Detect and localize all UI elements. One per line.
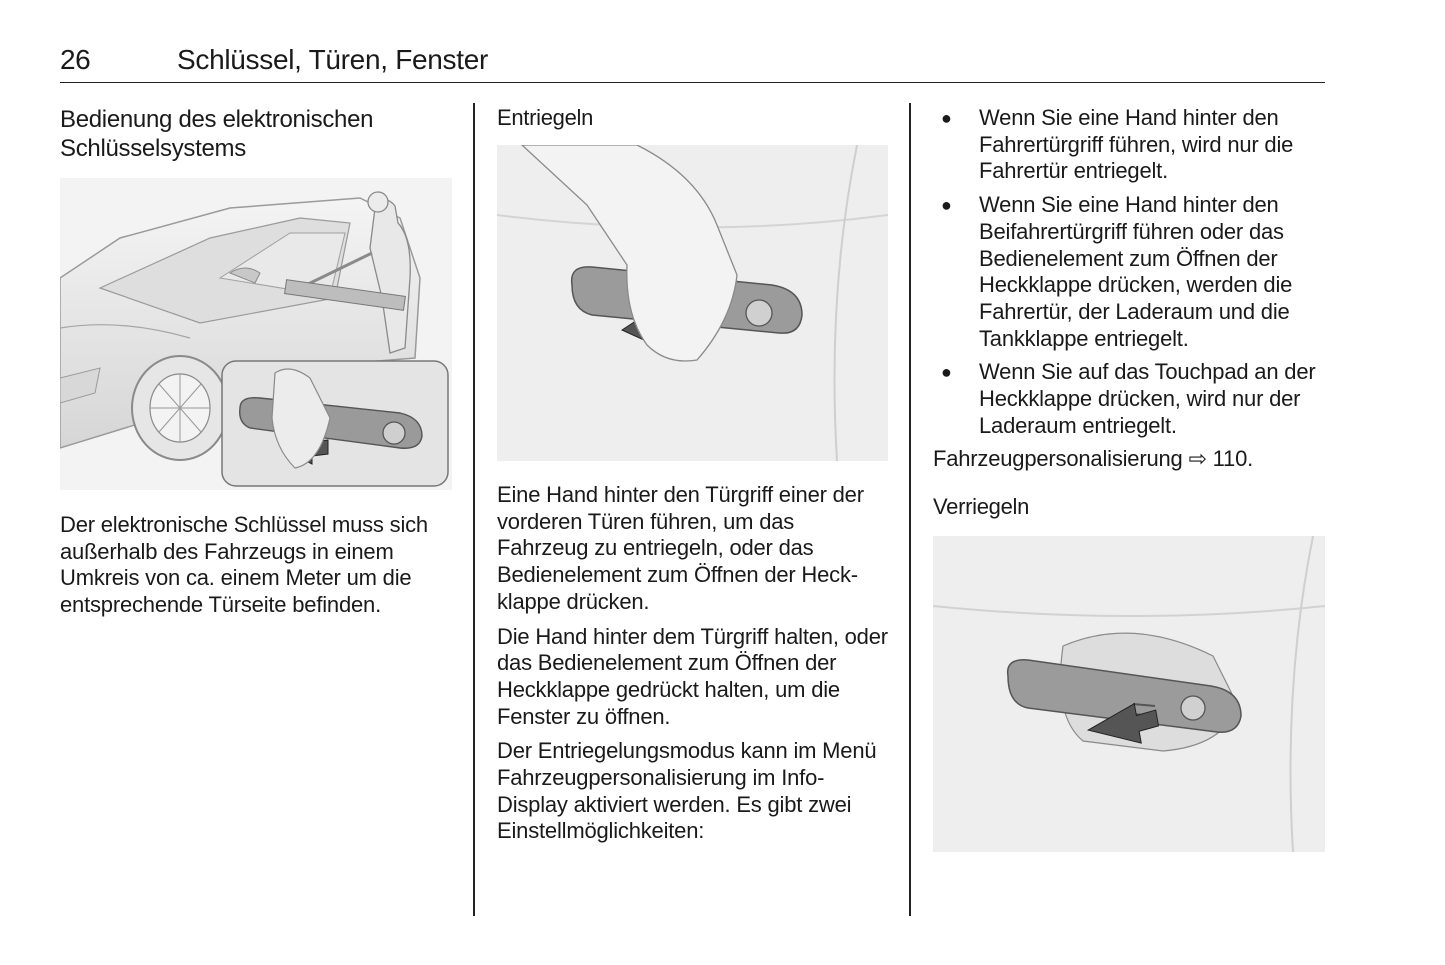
- column-1-body: [60, 512, 455, 619]
- list-item-text: Wenn Sie auf das Touchpad an der Heckklappe drücken, wird nur der Laderaum entriegelt.: [979, 359, 1316, 438]
- reference-arrow-icon: ⇨: [1188, 446, 1207, 472]
- list-item: [933, 192, 1325, 352]
- paragraph: Die Hand hinter dem Türgriff halten, oder das Bedienelement zum Öffnen der Heckklappe gedrückt halten, um die Fenster zu öffnen.: [497, 623, 888, 729]
- handle-lock-illustration: [933, 536, 1325, 852]
- column-divider-2: [909, 103, 911, 916]
- paragraph: Der elektronische Schlüssel muss sich außerhalb des Fahrzeugs in einem Umkreis von ca. einem Meter um die entsprechende Türseite befinden.: [60, 512, 428, 618]
- cross-reference: [933, 446, 1325, 473]
- column-divider-1: [473, 103, 475, 916]
- bullet-icon: ●: [941, 195, 952, 216]
- column-3: [933, 105, 1325, 520]
- section-heading: Bedienung des elektronischen Schlüsselsystems: [60, 106, 374, 162]
- page-header: [60, 44, 1325, 83]
- paragraph: Eine Hand hinter den Türgriff einer der vorderen Türen führen, um das Fahrzeug zu entriegeln, oder das Bedienelement zum Öffnen der Heckklappe drücken.: [497, 482, 864, 614]
- list-item: [933, 359, 1325, 439]
- column-2-body: [497, 482, 889, 845]
- subheading-verriegeln: Verriegeln: [933, 494, 1030, 520]
- page-number: 26: [60, 44, 91, 75]
- list-item: [933, 105, 1325, 185]
- reference-page-link[interactable]: 110.: [1212, 446, 1254, 472]
- list-item-text: Wenn Sie eine Hand hinter den Fahrertürgriff führen, wird nur die Fahrertür entriegelt.: [979, 105, 1294, 184]
- bullet-icon: ●: [941, 362, 952, 383]
- reference-text: Fahrzeugpersonalisierung: [933, 446, 1183, 472]
- handle-unlock-illustration: [497, 145, 888, 461]
- car-illustration: [60, 178, 452, 490]
- bullet-list: [933, 105, 1325, 439]
- paragraph: Der Entriegelungsmodus kann im Menü Fahrzeugpersonalisierung im Info-Display aktiviert werden. Es gibt zwei Einstellmöglichkeiten:: [497, 738, 877, 844]
- bullet-icon: ●: [941, 108, 952, 128]
- list-item-text: Wenn Sie eine Hand hinter den Beifahrertürgriff führen oder das Bedienelement zum Öffnen der Heckklappe drücken, werden die Fahrertür, der Laderaum und die Tankklappe entriegelt.: [979, 192, 1293, 351]
- chapter-title: Schlüssel, Türen, Fenster: [177, 44, 489, 75]
- subheading-entriegeln: Entriegeln: [497, 105, 594, 130]
